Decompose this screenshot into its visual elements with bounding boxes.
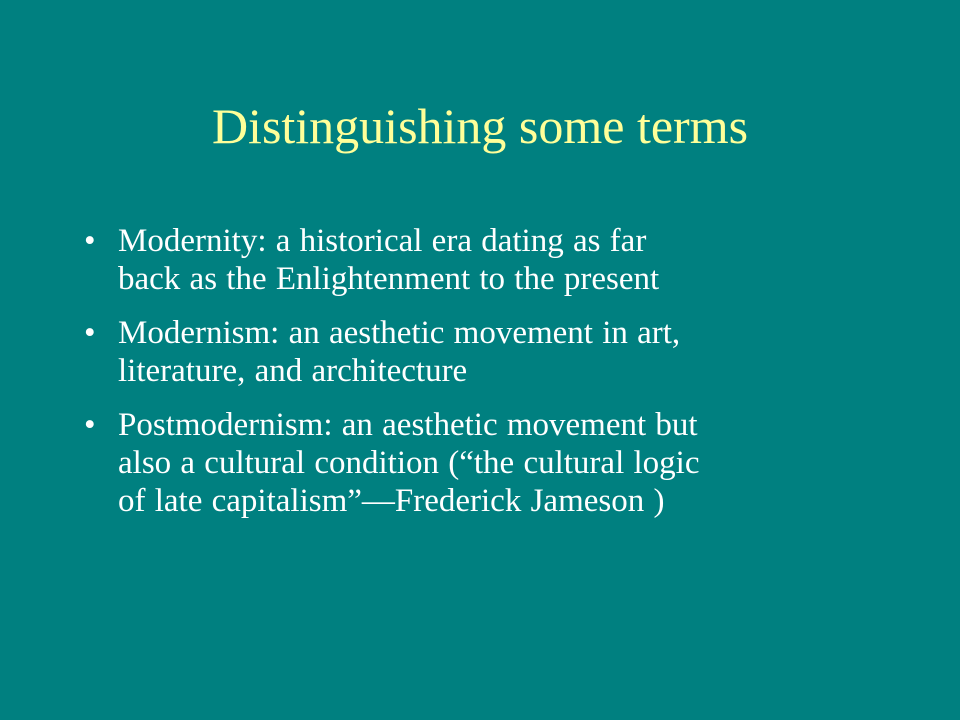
bullet-line: Modernism: an aesthetic movement in art,	[118, 315, 681, 351]
bullet-line: back as the Enlightenment to the present	[118, 261, 660, 297]
bullet-icon: •	[84, 407, 96, 443]
slide-title: Distinguishing some terms	[211, 98, 749, 154]
bullet-line: Postmodernism: an aesthetic movement but	[118, 407, 698, 443]
bullet-icon: •	[84, 315, 96, 351]
bullet-line: of late capitalism”—Frederick Jameson )	[118, 483, 665, 519]
bullet-item-modernity	[84, 222, 884, 298]
bullet-line: Modernity: a historical era dating as far	[118, 223, 647, 259]
bullet-line: literature, and architecture	[118, 353, 468, 389]
bullet-icon: •	[84, 223, 96, 259]
bullet-item-modernism	[84, 314, 884, 390]
bullet-list	[84, 222, 884, 536]
bullet-item-postmodernism	[84, 406, 884, 520]
bullet-line: also a cultural condition (“the cultural logic	[118, 445, 700, 481]
